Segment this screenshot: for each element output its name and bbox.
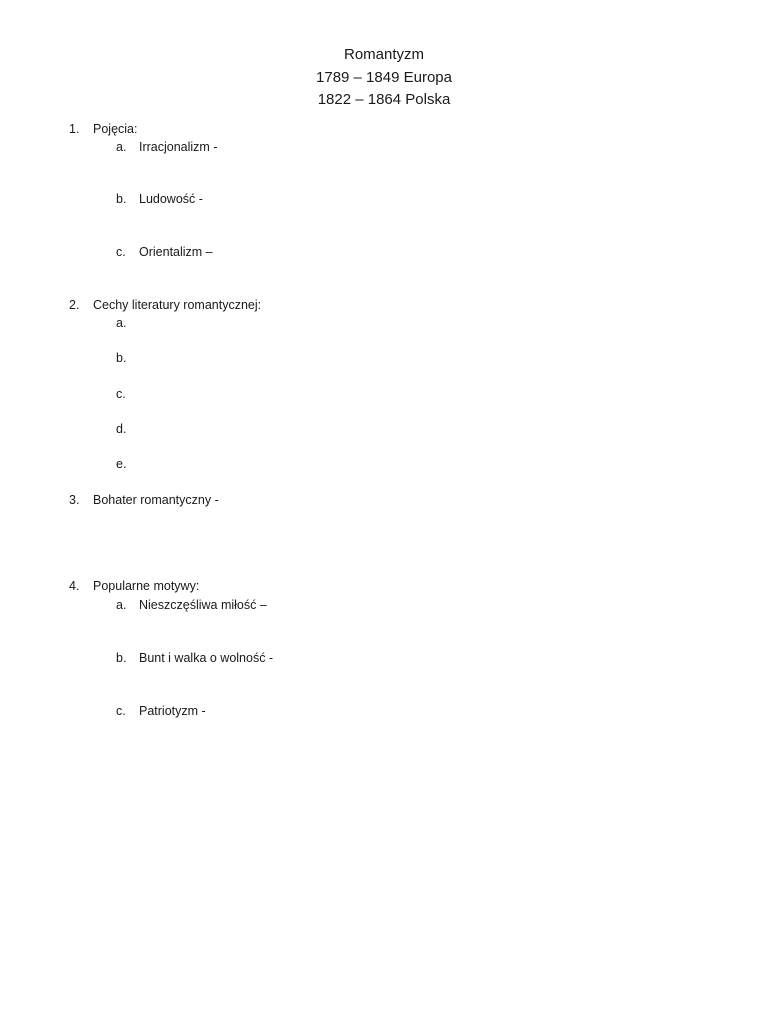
list-letter: b. [116, 192, 127, 206]
list-letter: c. [116, 387, 126, 401]
list-letter: b. [116, 651, 127, 665]
list-letter: a. [116, 598, 127, 612]
section-label: Bohater romantyczny - [93, 493, 219, 507]
list-number: 2. [69, 298, 80, 312]
section-label: Pojęcia: [93, 122, 138, 136]
list-item-text: Nieszczęśliwa miłość – [139, 598, 267, 612]
title-line-1: Romantyzm [343, 46, 425, 63]
section-label: Cechy literatury romantycznej: [93, 298, 262, 312]
list-item-text: Patriotyzm - [139, 704, 206, 718]
list-number: 1. [69, 122, 80, 136]
title-line-2: 1789 – 1849 Europa [316, 68, 452, 86]
list-item-text: Ludowość - [139, 192, 203, 206]
list-letter: a. [116, 140, 127, 154]
section-label: Popularne motywy: [93, 579, 200, 593]
list-letter: e. [116, 457, 127, 471]
list-item-text: Bunt i walka o wolność - [139, 651, 274, 665]
list-letter: b. [116, 351, 127, 365]
list-letter: a. [116, 316, 127, 330]
list-item-text: Irracjonalizm - [139, 140, 218, 154]
list-letter: c. [116, 245, 126, 259]
list-number: 3. [69, 493, 80, 507]
list-item-text: Orientalizm – [139, 245, 213, 259]
title-line-3: 1822 – 1864 Polska [317, 91, 451, 108]
list-number: 4. [69, 579, 80, 593]
list-letter: c. [116, 704, 126, 718]
list-letter: d. [116, 422, 127, 436]
document-title [0, 44, 768, 112]
